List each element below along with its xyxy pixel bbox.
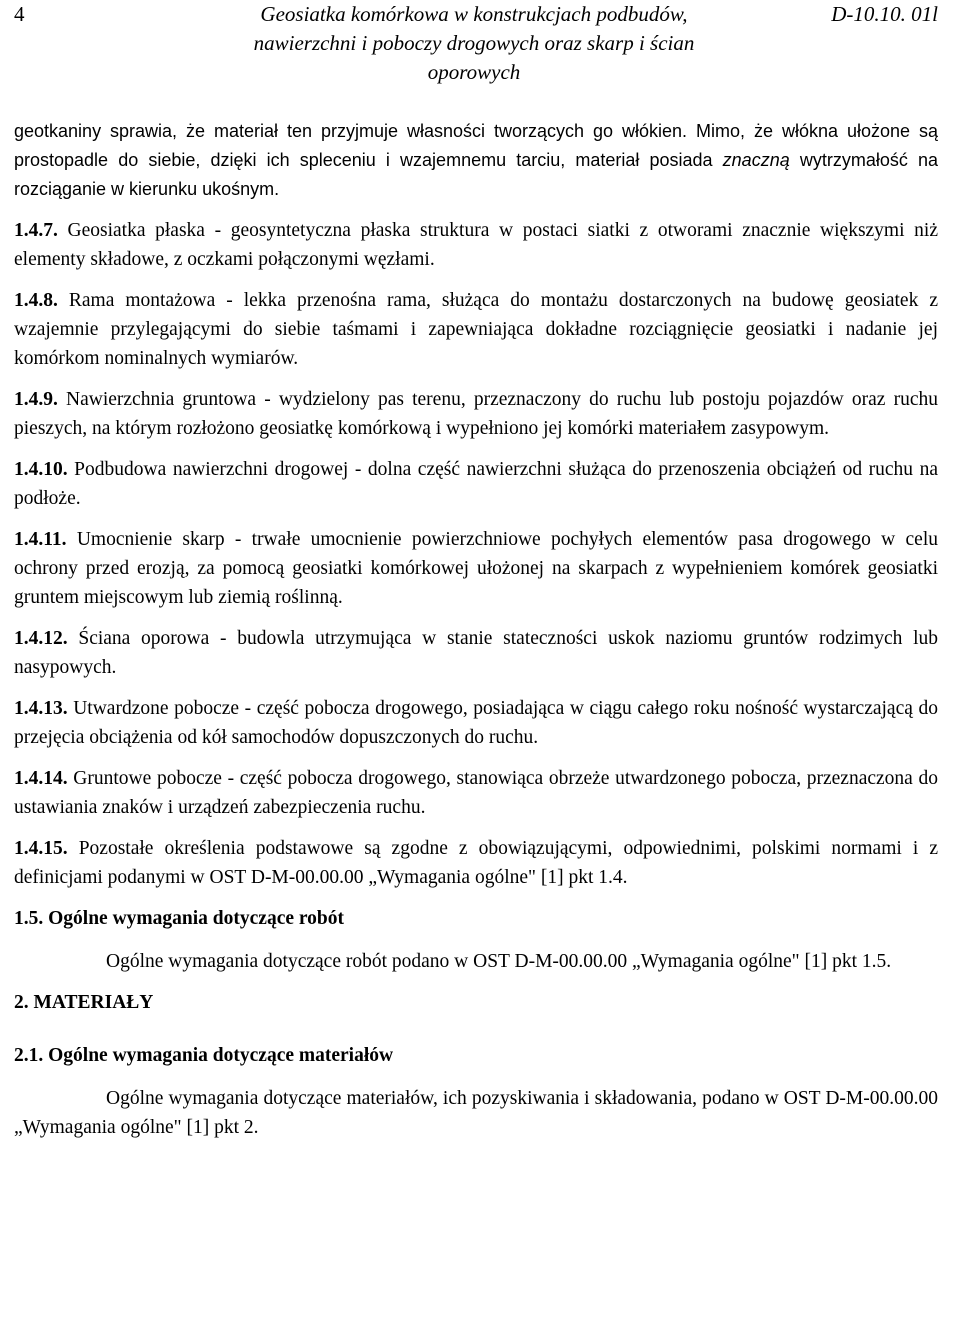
definition-1-4-14 <box>14 764 938 822</box>
header-title-line-2: nawierzchni i poboczy drogowych oraz skarp i ścian <box>253 31 695 55</box>
definition-text: Podbudowa nawierzchni drogowej - dolna część nawierzchni służąca do przenoszenia obciążeń od ruchu na podłoże. <box>14 459 938 509</box>
document-body <box>14 117 938 1154</box>
definition-1-4-7 <box>14 216 938 274</box>
definition-number: 1.4.10. <box>14 459 68 480</box>
definition-text: Umocnienie skarp - trwałe umocnienie powierzchniowe pochyłych elementów pasa drogowego w celu ochrony przed erozją, za pomocą geosiatki komórkowej ułożonej na skarpach z wypełnieniem komórek geosiatki gruntem miejscowym lub ziemią roślinną. <box>14 529 938 608</box>
definition-text: Ściana oporowa - budowla utrzymująca w stanie stateczności uskok naziomu gruntów rodzimych lub nasypowych. <box>14 628 938 678</box>
intro-text-1: geotkaniny sprawia, że materiał ten przyjmuje własności tworzących go włókien. Mimo, że włókna ułożone są prostopadle do siebie, dzięki ich spleceniu i wzajemnemu tarciu, materiał posiada <box>14 121 938 170</box>
definition-1-4-12 <box>14 624 938 682</box>
section-1-5-text: Ogólne wymagania dotyczące robót podano w OST D-M-00.00.00 „Wymagania ogólne" [1] pkt 1.5. <box>106 951 892 972</box>
definition-number: 1.4.13. <box>14 698 68 719</box>
definition-number: 1.4.15. <box>14 838 68 859</box>
intro-text-2: wytrzymałość na rozciąganie w kierunku ukośnym. <box>14 150 938 199</box>
definition-number: 1.4.7. <box>14 220 58 241</box>
section-1-5-heading: 1.5. Ogólne wymagania dotyczące robót <box>14 908 345 929</box>
definition-text: Nawierzchnia gruntowa - wydzielony pas terenu, przeznaczony do ruchu lub postoju pojazdów oraz ruchu pieszych, na którym rozłożono geosiatkę komórkową i wypełniono jej komórki materiałem zasypowym. <box>14 389 938 439</box>
definition-1-4-8 <box>14 286 938 373</box>
definition-text: Rama montażowa - lekka przenośna rama, służąca do montażu dostarczonych na budowę geosiatek z wzajemnie przylegającymi do siebie taśmami i zapewniająca dokładne rozciągnięcie geosiatki i nadanie jej komórkom nominalnych wymiarów. <box>14 290 938 369</box>
definition-1-4-9 <box>14 385 938 443</box>
intro-paragraph <box>14 117 938 204</box>
page-header <box>14 0 938 90</box>
header-title <box>174 0 774 87</box>
header-title-line-1: Geosiatka komórkowa w konstrukcjach podbudów, <box>260 2 688 26</box>
definition-number: 1.4.8. <box>14 290 58 311</box>
page-number: 4 <box>14 2 25 26</box>
definition-number: 1.4.9. <box>14 389 58 410</box>
intro-italic: znaczną <box>722 150 790 170</box>
section-2-heading: 2. MATERIAŁY <box>14 992 154 1013</box>
definition-number: 1.4.12. <box>14 628 68 649</box>
document-code: D-10.10. 01l <box>831 2 938 26</box>
definition-1-4-13 <box>14 694 938 752</box>
definition-number: 1.4.14. <box>14 768 68 789</box>
definition-text: Geosiatka płaska - geosyntetyczna płaska struktura w postaci siatki z otworami znacznie większymi niż elementy składowe, z oczkami połączonymi węzłami. <box>14 220 938 270</box>
header-title-line-3: oporowych <box>427 60 521 84</box>
definition-1-4-15 <box>14 834 938 892</box>
section-2-1-heading: 2.1. Ogólne wymagania dotyczące materiałów <box>14 1045 394 1066</box>
definition-1-4-10 <box>14 455 938 513</box>
definition-text: Pozostałe określenia podstawowe są zgodne z obowiązującymi, odpowiednimi, polskimi normami i z definicjami podanymi w OST D-M-00.00.00 „Wymagania ogólne" [1] pkt 1.4. <box>14 838 938 888</box>
definition-text: Gruntowe pobocze - część pobocza drogowego, stanowiąca obrzeże utwardzonego pobocza, przeznaczona do ustawiania znaków i urządzeń zabezpieczenia ruchu. <box>14 768 938 818</box>
definition-1-4-11 <box>14 525 938 612</box>
section-2-1-text: Ogólne wymagania dotyczące materiałów, ich pozyskiwania i składowania, podano w OST D-M-00.00.00 „Wymagania ogólne" [1] pkt 2. <box>14 1088 938 1138</box>
definition-number: 1.4.11. <box>14 529 67 550</box>
definition-text: Utwardzone pobocze - część pobocza drogowego, posiadająca w ciągu całego roku nośność wystarczającą do przejęcia obciążenia od kół samochodów dopuszczonych do ruchu. <box>14 698 938 748</box>
